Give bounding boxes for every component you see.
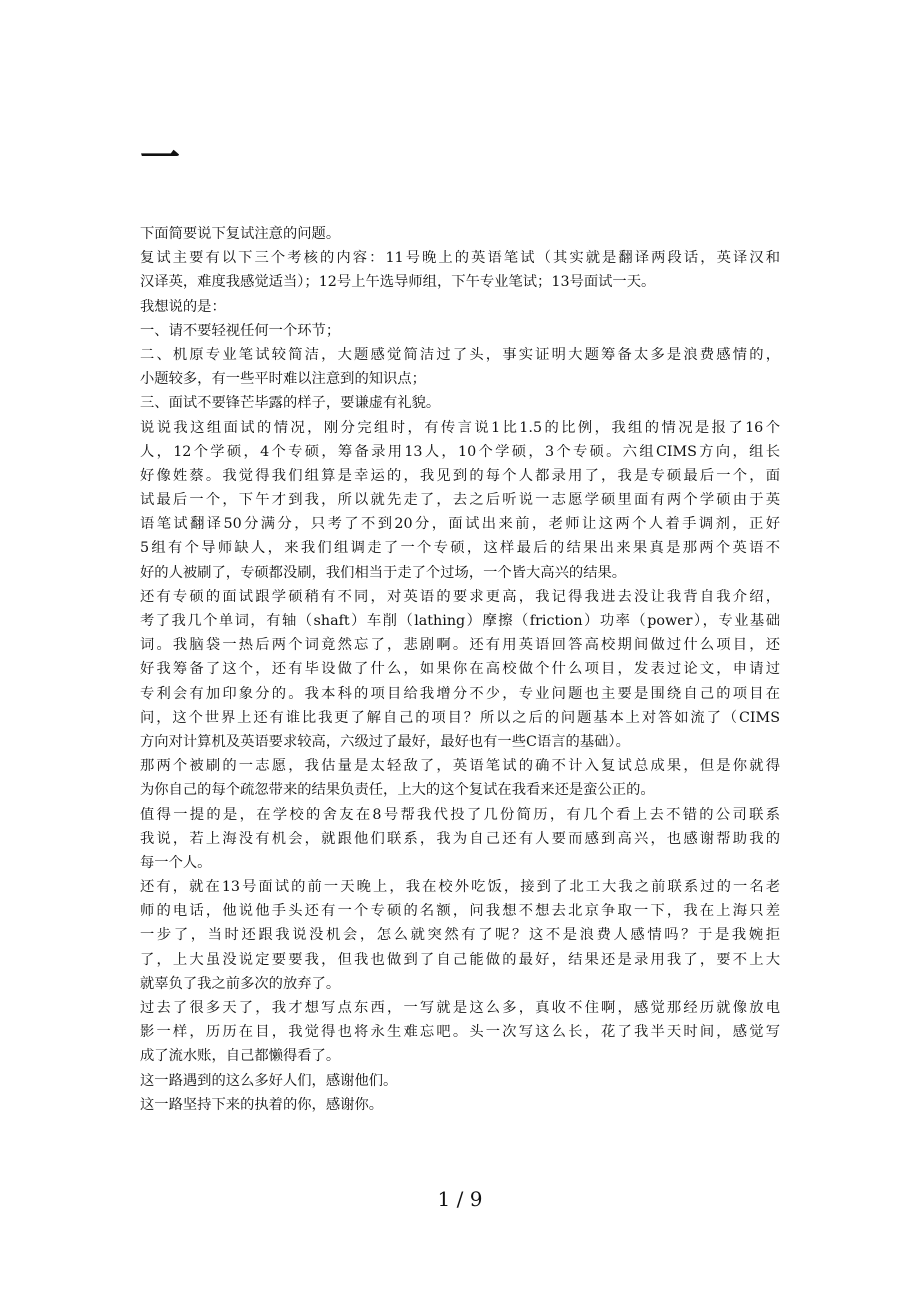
text-line: 过去了很多天了，我才想写点东西，一写就是这么多，真收不住啊，感觉那经历就像放电 bbox=[140, 1000, 780, 1016]
text-line: 小题较多，有一些平时难以注意到的知识点； bbox=[140, 371, 426, 388]
text-line: 语笔试翻译50分满分，只考了不到20分，面试出来前，老师让这两个人着手调剂，正好 bbox=[140, 516, 780, 533]
text-line: 说说我这组面试的情况，刚分完组时，有传言说1比1.5的比例，我组的情况是报了16个 bbox=[140, 419, 780, 436]
text-line: 二、机原专业笔试较简洁，大题感觉简洁过了头，事实证明大题筹备太多是浪费感情的， bbox=[140, 346, 780, 363]
text-line: 5组有个导师缺人，来我们组调走了一个专硕，这样最后的结果出来果真是那两个英语不 bbox=[140, 540, 780, 557]
text-line: 好像姓蔡。我觉得我们组算是幸运的，我见到的每个人都录用了，我是专硕最后一个，面 bbox=[140, 467, 780, 484]
document-body bbox=[140, 222, 780, 1117]
text-line: 那两个被刷的一志愿，我估量是太轻敌了，英语笔试的确不计入复试总成果，但是你就得 bbox=[140, 758, 780, 775]
text-line: 成了流水账，自己都懒得看了。 bbox=[140, 1048, 341, 1065]
text-line: 这一路遇到的这么多好人们，感谢他们。 bbox=[140, 1072, 398, 1089]
text-line: 词。我脑袋一热后两个词竟然忘了，悲剧啊。还有用英语回答高校期间做过什么项目，还 bbox=[140, 637, 780, 654]
text-line: 人，12个学硕，4个专硕，筹备录用13人，10个学硕，3个专硕。六组CIMS方向，组长 bbox=[140, 443, 780, 460]
text-line: 试最后一个，下午才到我，所以就先走了，去之后听说一志愿学硕里面有两个学硕由于英 bbox=[140, 492, 780, 509]
text-line: 三、面试不要锋芒毕露的样子，要谦虚有礼貌。 bbox=[140, 395, 441, 412]
text-line: 考了我几个单词，有轴（shaft）车削（lathing）摩擦（friction）功率（power），专业基础 bbox=[140, 613, 780, 629]
text-line: 这一路坚持下来的执着的你，感谢你。 bbox=[140, 1096, 384, 1113]
text-line: 复试主要有以下三个考核的内容：11号晚上的英语笔试（其实就是翻译两段话，英译汉和 bbox=[140, 250, 780, 267]
text-line: 汉译英，难度我感觉适当）；12号上午选导师组，下午专业笔试；13号面试一天。 bbox=[140, 274, 656, 291]
text-line: 方向对计算机及英语要求较高，六级过了最好，最好也有一些C语言的基础）。 bbox=[140, 733, 630, 750]
text-line: 好的人被刷了，专硕都没刷，我们相当于走了个过场，一个皆大高兴的结果。 bbox=[140, 564, 627, 581]
text-line: 下面简要说下复试注意的问题。 bbox=[140, 226, 341, 242]
text-line: 还有，就在13号面试的前一天晚上，我在校外吃饭，接到了北工大我之前联系过的一名老 bbox=[140, 879, 780, 896]
text-line: 专利会有加印象分的。我本科的项目给我增分不少，专业问题也主要是围绕自己的项目在 bbox=[140, 685, 780, 702]
text-line: 每一个人。 bbox=[140, 854, 212, 871]
text-line: 为你自己的每个疏忽带来的结果负责任，上大的这个复试在我看来还是蛮公正的。 bbox=[140, 782, 655, 799]
text-line: 一、请不要轻视任何一个环节； bbox=[140, 322, 341, 339]
text-line: 就辜负了我之前多次的放弃了。 bbox=[140, 975, 341, 992]
text-line: 值得一提的是，在学校的舍友在8号帮我代投了几份简历，有几个看上去不错的公司联系 bbox=[140, 806, 780, 823]
page-heading: 一 bbox=[140, 134, 180, 181]
text-line: 师的电话，他说他手头还有一个专硕的名额，问我想不想去北京争取一下，我在上海只差 bbox=[140, 903, 780, 920]
text-line: 还有专硕的面试跟学硕稍有不同，对英语的要求更高，我记得我进去没让我背自我介绍， bbox=[140, 588, 780, 605]
text-line: 一步了，当时还跟我说没机会，怎么就突然有了呢？这不是浪费人感情吗？于是我婉拒 bbox=[140, 927, 780, 944]
page-number: 1 / 9 bbox=[437, 1187, 483, 1211]
text-line: 问，这个世界上还有谁比我更了解自己的项目？所以之后的问题基本上对答如流了（CIMS bbox=[140, 709, 780, 726]
text-line: 好我筹备了这个，还有毕设做了什么，如果你在高校做个什么项目，发表过论文，申请过 bbox=[140, 661, 780, 678]
text-line: 我说，若上海没有机会，就跟他们联系，我为自己还有人要而感到高兴，也感谢帮助我的 bbox=[140, 830, 780, 847]
text-line: 了，上大虽没说定要要我，但我也做到了自己能做的最好，结果还是录用我了，要不上大 bbox=[140, 951, 780, 968]
text-line: 影一样，历历在目，我觉得也将永生难忘吧。头一次写这么长，花了我半天时间，感觉写 bbox=[140, 1024, 780, 1041]
text-line: 我想说的是： bbox=[140, 298, 226, 315]
